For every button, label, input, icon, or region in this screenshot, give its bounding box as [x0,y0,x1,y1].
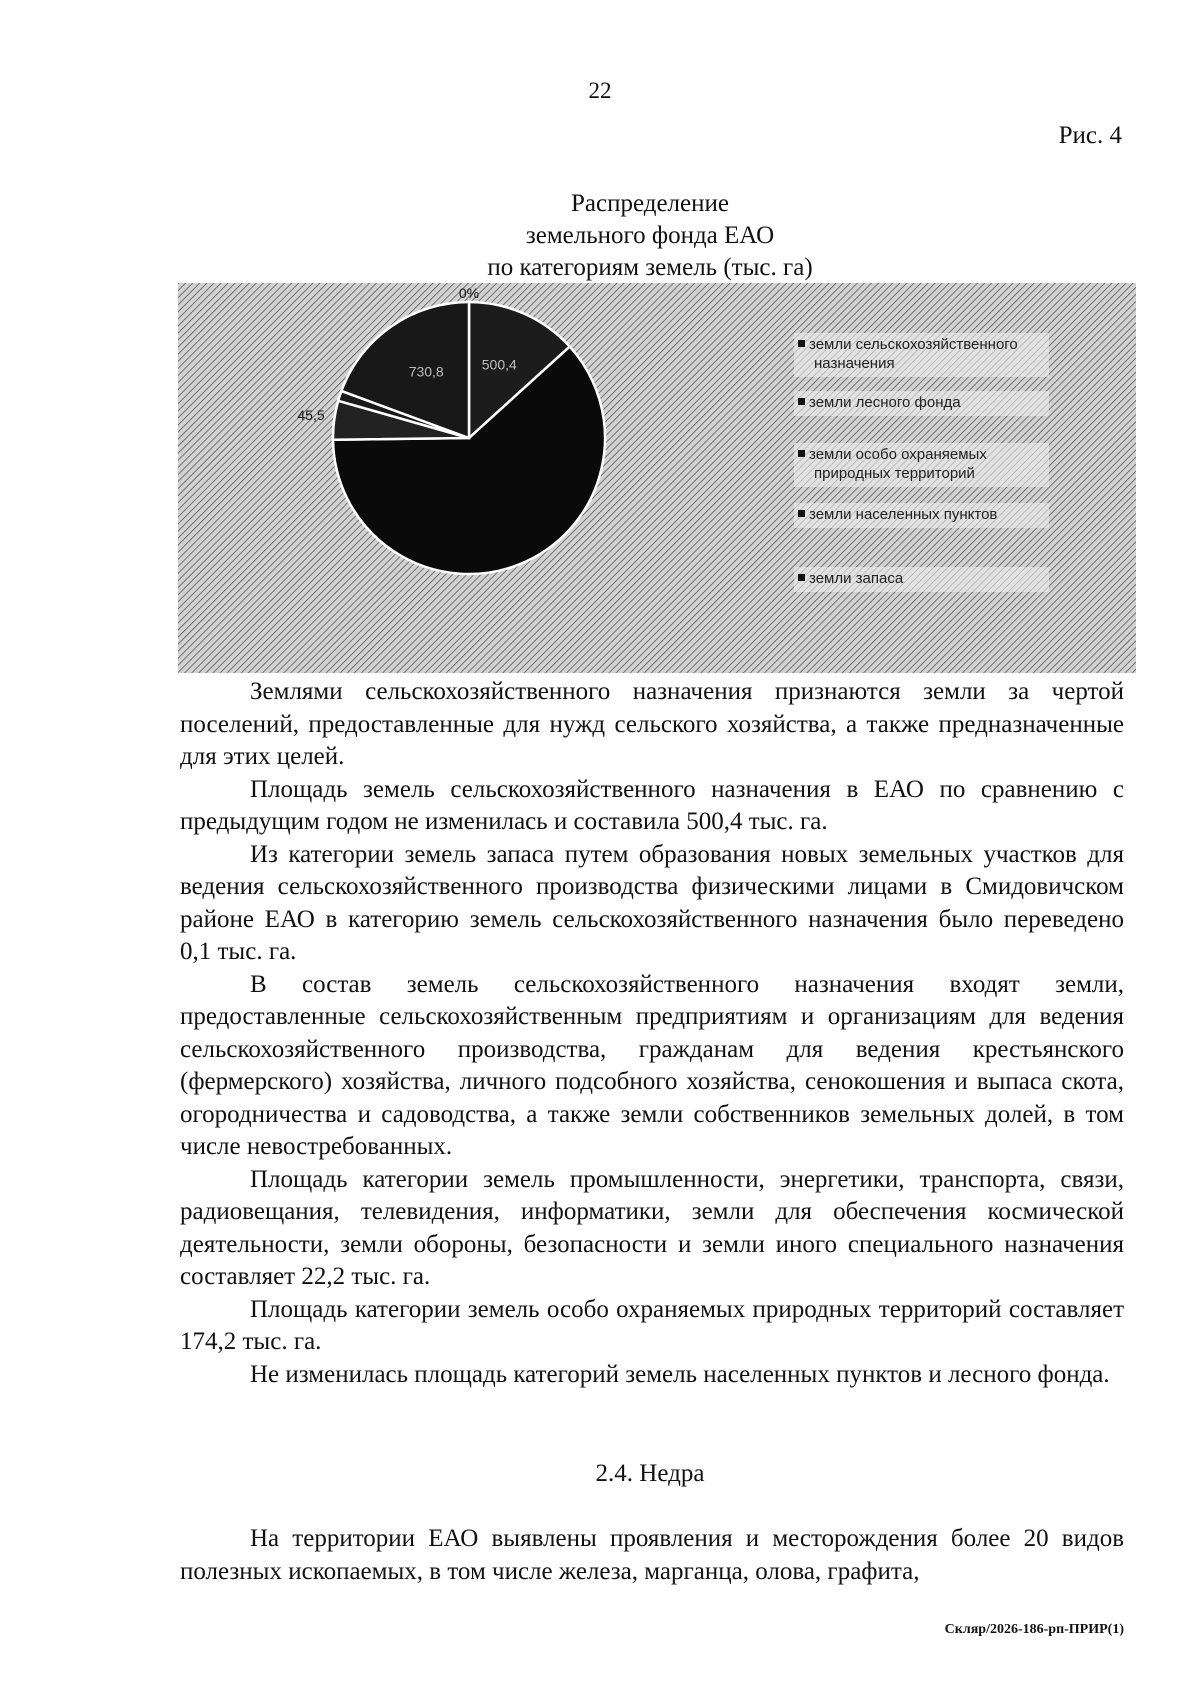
legend-label: земли запаса [809,570,904,587]
data-label: 0% [458,285,480,301]
data-label: 730,8 [408,363,444,380]
paragraph: На территории ЕАО выявлены проявления и месторождения более 20 видов полезных ископаемых, в том числе железа, марганца, олова, графита, [180,1525,1124,1585]
data-label: 45,5 [297,407,325,423]
legend-label: земли сельскохозяйственного [809,336,1018,353]
chart-title-line: земельного фонда ЕАО [525,222,775,249]
body-text [180,676,1124,1391]
pie-chart [178,283,1136,673]
paragraph: Не изменилась площадь категорий земель населенных пунктов и лесного фонда. [250,1360,1110,1388]
legend-entry [794,503,1049,528]
paragraph: Площадь категории земель особо охраняемых природных территорий составляет 174,2 тыс. га. [180,1295,1124,1355]
chart-title-line: Распределение [571,190,729,217]
document-code: Скляр/2026-186-рп-ПРИР(1) [944,1622,1124,1637]
paragraph: Площадь категории земель промышленности, энергетики, транспорта, связи, радиовещания, телевидения, информатики, земли для обеспечения космической деятельности, земли обороны, безопасности и земли иного специального назначения составляет 22,2 тыс. га. [180,1165,1124,1290]
legend-swatch [798,450,805,457]
page-number: 22 [588,78,612,103]
pie-chart-svg [178,283,1136,673]
legend-swatch [798,340,805,347]
figure-label: Рис. 4 [1058,122,1122,149]
paragraph: Землями сельскохозяйственного назначения признаются земли за чертой поселений, предоставленные для нужд сельского хозяйства, а также предназначенные для этих целей. [180,678,1124,770]
legend-label: назначения [814,355,895,372]
legend-entry [794,567,1049,592]
paragraph: Площадь земель сельскохозяйственного назначения в ЕАО по сравнению с предыдущим годом не изменилась и составила 500,4 тыс. га. [180,775,1124,835]
data-label: 500,4 [481,356,517,373]
legend-swatch [798,574,805,581]
section-body [180,1522,1124,1588]
chart-title-line: по категориям земель (тыс. га) [487,254,813,281]
legend-swatch [798,398,805,405]
chart-title [0,188,1200,284]
legend-entry [794,443,1049,487]
legend-label: земли лесного фонда [809,394,961,411]
section-title: 2.4. Недра [595,1460,705,1487]
legend-label: природных территорий [814,465,975,482]
legend-label: земли особо охраняемых [809,446,987,463]
paragraph: Из категории земель запаса путем образования новых земельных участков для ведения сельскохозяйственного производства физическими лицами в Смидовичском районе ЕАО в категорию земель сельскохозяйственного назначения было переведено 0,1 тыс. га. [180,840,1124,965]
legend-entry [794,391,1049,416]
paragraph: В состав земель сельскохозяйственного назначения входят земли, предоставленные сельскохозяйственным предприятиям и организациям для ведения сельскохозяйственного производства, гражданам для ведения крестьянского (фермерского) хозяйства, личного подсобного хозяйства, сенокошения и выпаса скота, огородничества и садоводства, а также земли собственников земельных долей, в том числе невостребованных. [180,970,1124,1160]
legend-swatch [798,510,805,517]
legend-entry [794,333,1049,377]
legend-label: земли населенных пунктов [809,506,998,523]
